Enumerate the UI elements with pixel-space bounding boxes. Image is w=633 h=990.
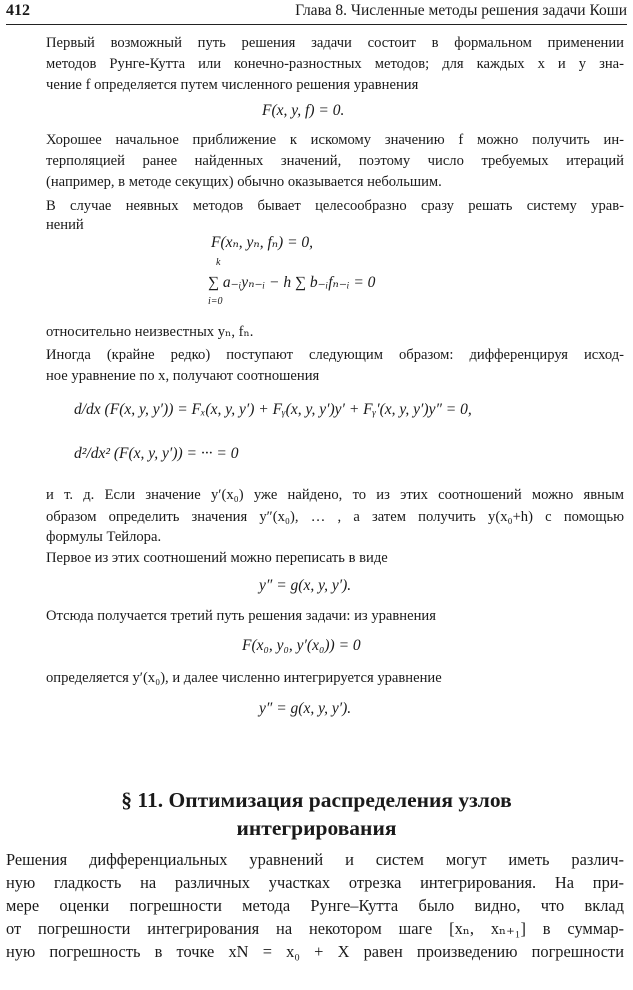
text-line: и т. д. Если значение y′(x₀) уже найдено, то из этих соотношений можно явным xyxy=(46,487,624,503)
equation: y″ = g(x, y, y′). xyxy=(259,577,352,594)
equation: y″ = g(x, y, y′). xyxy=(259,700,352,717)
text-line: нений xyxy=(46,217,84,233)
equation: ∑ a₋ᵢyₙ₋ᵢ − h ∑ b₋ᵢfₙ₋ᵢ = 0 xyxy=(208,274,376,291)
running-header xyxy=(6,0,627,25)
text-line: методов Рунге-Кутта или конечно-разностных методов; для каждых x и y зна- xyxy=(46,56,624,72)
text-line: относительно неизвестных yₙ, fₙ. xyxy=(46,324,254,340)
text-line: Первый возможный путь решения задачи состоит в формальном применении xyxy=(46,35,624,51)
text-line: В случае неявных методов бывает целесообразно сразу решать систему урав- xyxy=(46,198,624,214)
equation: F(x₀, y₀, y′(x₀)) = 0 xyxy=(242,637,361,654)
body-line: Решения дифференциальных уравнений и систем могут иметь различ- xyxy=(6,850,624,869)
body-line: мере оценки погрешности метода Рунге–Кутта было видно, что вклад xyxy=(6,896,624,915)
equation: F(x, y, f) = 0. xyxy=(262,102,345,119)
body-line: ную гладкость на различных участках отрезка интегрирования. На при- xyxy=(6,873,624,892)
sum-lower-limit: i=0 xyxy=(208,296,223,307)
text-line: ное уравнение по x, получают соотношения xyxy=(46,368,320,384)
text-line: терполяцией ранее найденных значений, поэтому число требуемых итераций xyxy=(46,153,624,169)
text-line: чение f определяется путем численного решения уравнения xyxy=(46,77,419,93)
equation: d/dx (F(x, y, y′)) = Fₓ(x, y, y′) + Fᵧ(x, y, y′)y′ + Fᵧ′(x, y, y′)y″ = 0, xyxy=(74,401,472,418)
section-heading: § 11. Оптимизация распределения узлов xyxy=(121,788,512,812)
text-line: Хорошее начальное приближение к искомому значению f можно получить ин- xyxy=(46,132,624,148)
text-line: формулы Тейлора. xyxy=(46,529,162,545)
text-line: (например, в методе секущих) обычно оказывается небольшим. xyxy=(46,174,442,190)
section-heading: интегрирования xyxy=(236,816,397,840)
equation: F(xₙ, yₙ, fₙ) = 0, xyxy=(211,234,314,251)
text-line: определяется y′(x₀), и далее численно интегрируется уравнение xyxy=(46,670,442,686)
text-line: образом определить значения y″(x₀), … , а затем получить y(x₀+h) с помощью xyxy=(46,509,624,525)
equation: d²/dx² (F(x, y, y′)) = ··· = 0 xyxy=(74,445,239,462)
page-number: 412 xyxy=(6,2,30,19)
text-line: Первое из этих соотношений можно переписать в виде xyxy=(46,550,388,566)
body-line: от погрешности интегрирования на некотором шаге [xₙ, xₙ₊₁] в суммар- xyxy=(6,919,624,938)
body-line: ную погрешность в точке xΝ = x₀ + X равен произведению погрешности xyxy=(6,942,624,961)
text-line: Отсюда получается третий путь решения задачи: из уравнения xyxy=(46,608,436,624)
running-title: Глава 8. Численные методы решения задачи Коши xyxy=(295,2,627,19)
sum-upper-limit: k xyxy=(216,257,221,268)
text-line: Иногда (крайне редко) поступают следующим образом: дифференцируя исход- xyxy=(46,347,624,363)
